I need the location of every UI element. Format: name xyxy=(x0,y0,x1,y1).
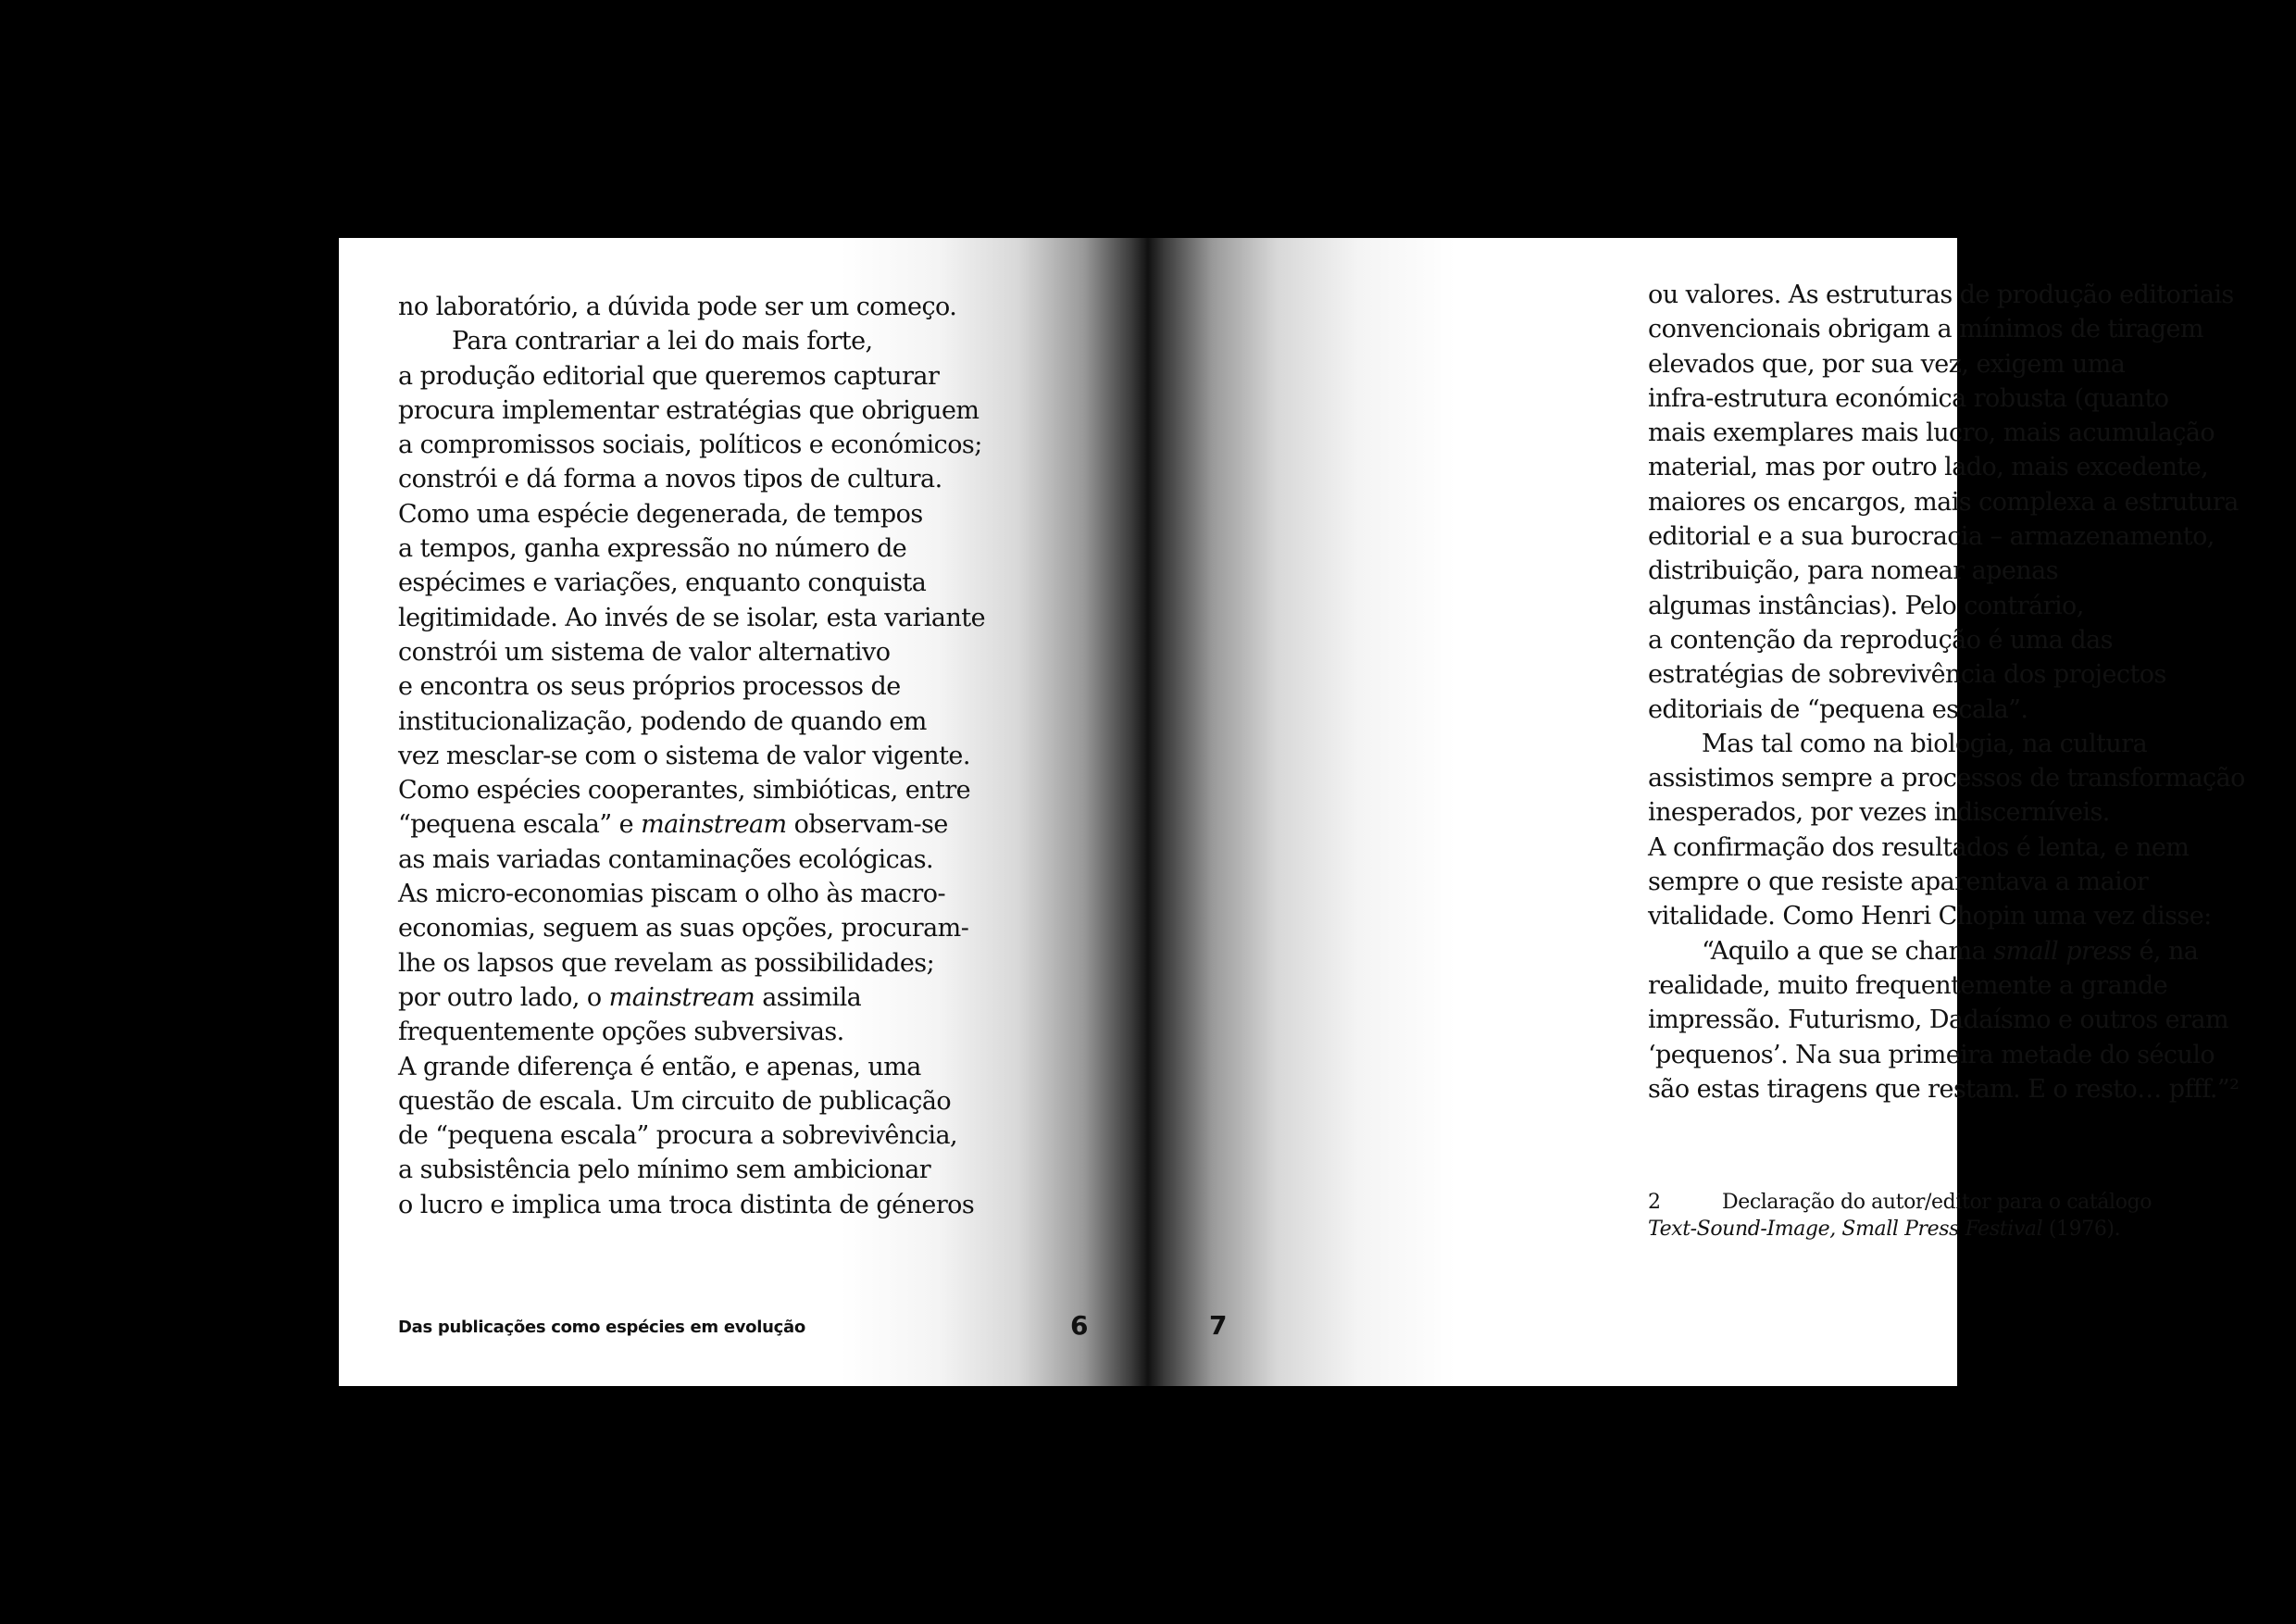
text-line: e encontra os seus próprios processos de xyxy=(398,672,901,702)
footnote-citation-year: (1976). xyxy=(2042,1218,2121,1241)
text-line: A grande diferença é então, e apenas, uma xyxy=(398,1052,921,1081)
text-line: distribuição, para nomear apenas xyxy=(1648,556,2058,586)
running-head: Das publicações como espécies em evolução xyxy=(398,1318,805,1337)
text-line: Como uma espécie degenerada, de tempos xyxy=(398,499,923,529)
text-line: editoriais de “pequena escala”. xyxy=(1648,694,2028,724)
text-line: infra-estrutura económica robusta (quanto xyxy=(1648,383,2169,413)
footnote-citation-title: Text-Sound-Image, Small Press Festival xyxy=(1648,1218,2043,1241)
footnote-number: 2 xyxy=(1648,1191,1661,1214)
text-line: algumas instâncias). Pelo contrário, xyxy=(1648,591,2084,620)
text-line: no laboratório, a dúvida pode ser um começo. xyxy=(398,293,957,321)
text-line: por outro lado, o mainstream assimila xyxy=(398,982,862,1012)
text-line: A confirmação dos resultados é lenta, e nem xyxy=(1648,832,2190,862)
text-line: ‘pequenos’. Na sua primeira metade do século xyxy=(1648,1040,2215,1069)
text-line: editorial e a sua burocracia – armazenamento, xyxy=(1648,522,2215,552)
page-number-right: 7 xyxy=(1209,1310,1228,1341)
text-line: realidade, muito frequentemente a grande xyxy=(1648,970,2168,1000)
text-line: constrói um sistema de valor alternativo xyxy=(398,637,891,667)
text-line: espécimes e variações, enquanto conquista xyxy=(398,568,927,598)
text-line: ou valores. As estruturas de produção editoriais xyxy=(1648,281,2234,309)
text-line: maiores os encargos, mais complexa a estrutura xyxy=(1648,487,2239,517)
left-page xyxy=(339,238,1148,1386)
text-line: elevados que, por sua vez, exigem uma xyxy=(1648,349,2126,379)
text-line: as mais variadas contaminações ecológicas. xyxy=(398,844,934,874)
text-line: Como espécies cooperantes, simbióticas, entre xyxy=(398,776,971,806)
text-line: assistimos sempre a processos de transformação xyxy=(1648,764,2245,793)
text-line: o lucro e implica uma troca distinta de géneros xyxy=(398,1190,975,1219)
text-line: “pequena escala” e mainstream observam-se xyxy=(398,810,948,840)
text-line: economias, seguem as suas opções, procuram- xyxy=(398,914,969,943)
text-line: inesperados, por vezes indiscerníveis. xyxy=(1648,798,2110,828)
page-number-left: 6 xyxy=(1070,1310,1089,1341)
text-line: a produção editorial que queremos capturar xyxy=(398,361,940,391)
text-line: As micro-economias piscam o olho às macro- xyxy=(398,880,946,909)
text-line: a subsistência pelo mínimo sem ambicionar xyxy=(398,1156,931,1185)
text-line: são estas tiragens que restam. E o resto… pfff.”² xyxy=(1648,1074,2240,1104)
text-line: Mas tal como na biologia, na cultura xyxy=(1702,729,2148,758)
text-line: sempre o que resiste aparentava a maior xyxy=(1648,868,2149,897)
text-line: impressão. Futurismo, Dadaísmo e outros eram xyxy=(1648,1006,2229,1035)
text-line: vitalidade. Como Henri Chopin uma vez disse: xyxy=(1648,902,2212,931)
text-line: de “pequena escala” procura a sobrevivência, xyxy=(398,1121,958,1151)
text-line: a compromissos sociais, políticos e económicos; xyxy=(398,431,982,460)
text-line: material, mas por outro lado, mais excedente, xyxy=(1648,453,2209,482)
text-line: Para contrariar a lei do mais forte, xyxy=(452,327,873,356)
text-line: questão de escala. Um circuito de publicação xyxy=(398,1086,952,1116)
left-page-body-text xyxy=(398,290,985,1222)
right-page-body-text xyxy=(1648,278,2245,1106)
footnote xyxy=(1648,1189,2152,1243)
text-line: “Aquilo a que se chama small press é, na xyxy=(1702,936,2199,966)
text-line: estratégias de sobrevivência dos projectos xyxy=(1648,660,2166,690)
text-line: lhe os lapsos que revelam as possibilidades; xyxy=(398,948,935,978)
right-page xyxy=(1148,238,2245,1386)
footnote-text: Declaração do autor/editor para o catálogo xyxy=(1722,1191,2152,1214)
text-line: convencionais obrigam a mínimos de tiragem xyxy=(1648,315,2203,344)
text-line: legitimidade. Ao invés de se isolar, esta variante xyxy=(398,603,986,632)
footnote-line-1 xyxy=(1648,1189,2152,1216)
text-line: vez mesclar-se com o sistema de valor vigente. xyxy=(398,741,970,770)
text-line: constrói e dá forma a novos tipos de cultura. xyxy=(398,465,942,494)
text-line: procura implementar estratégias que obriguem xyxy=(398,395,980,425)
book-spread xyxy=(339,238,2245,1386)
text-line: a contenção da reprodução é uma das xyxy=(1648,625,2113,655)
text-line: mais exemplares mais lucro, mais acumulação xyxy=(1648,418,2215,448)
text-line: institucionalização, podendo de quando em xyxy=(398,706,927,736)
text-line: frequentemente opções subversivas. xyxy=(398,1018,844,1047)
text-line: a tempos, ganha expressão no número de xyxy=(398,534,907,564)
footnote-line-2 xyxy=(1648,1216,2152,1243)
